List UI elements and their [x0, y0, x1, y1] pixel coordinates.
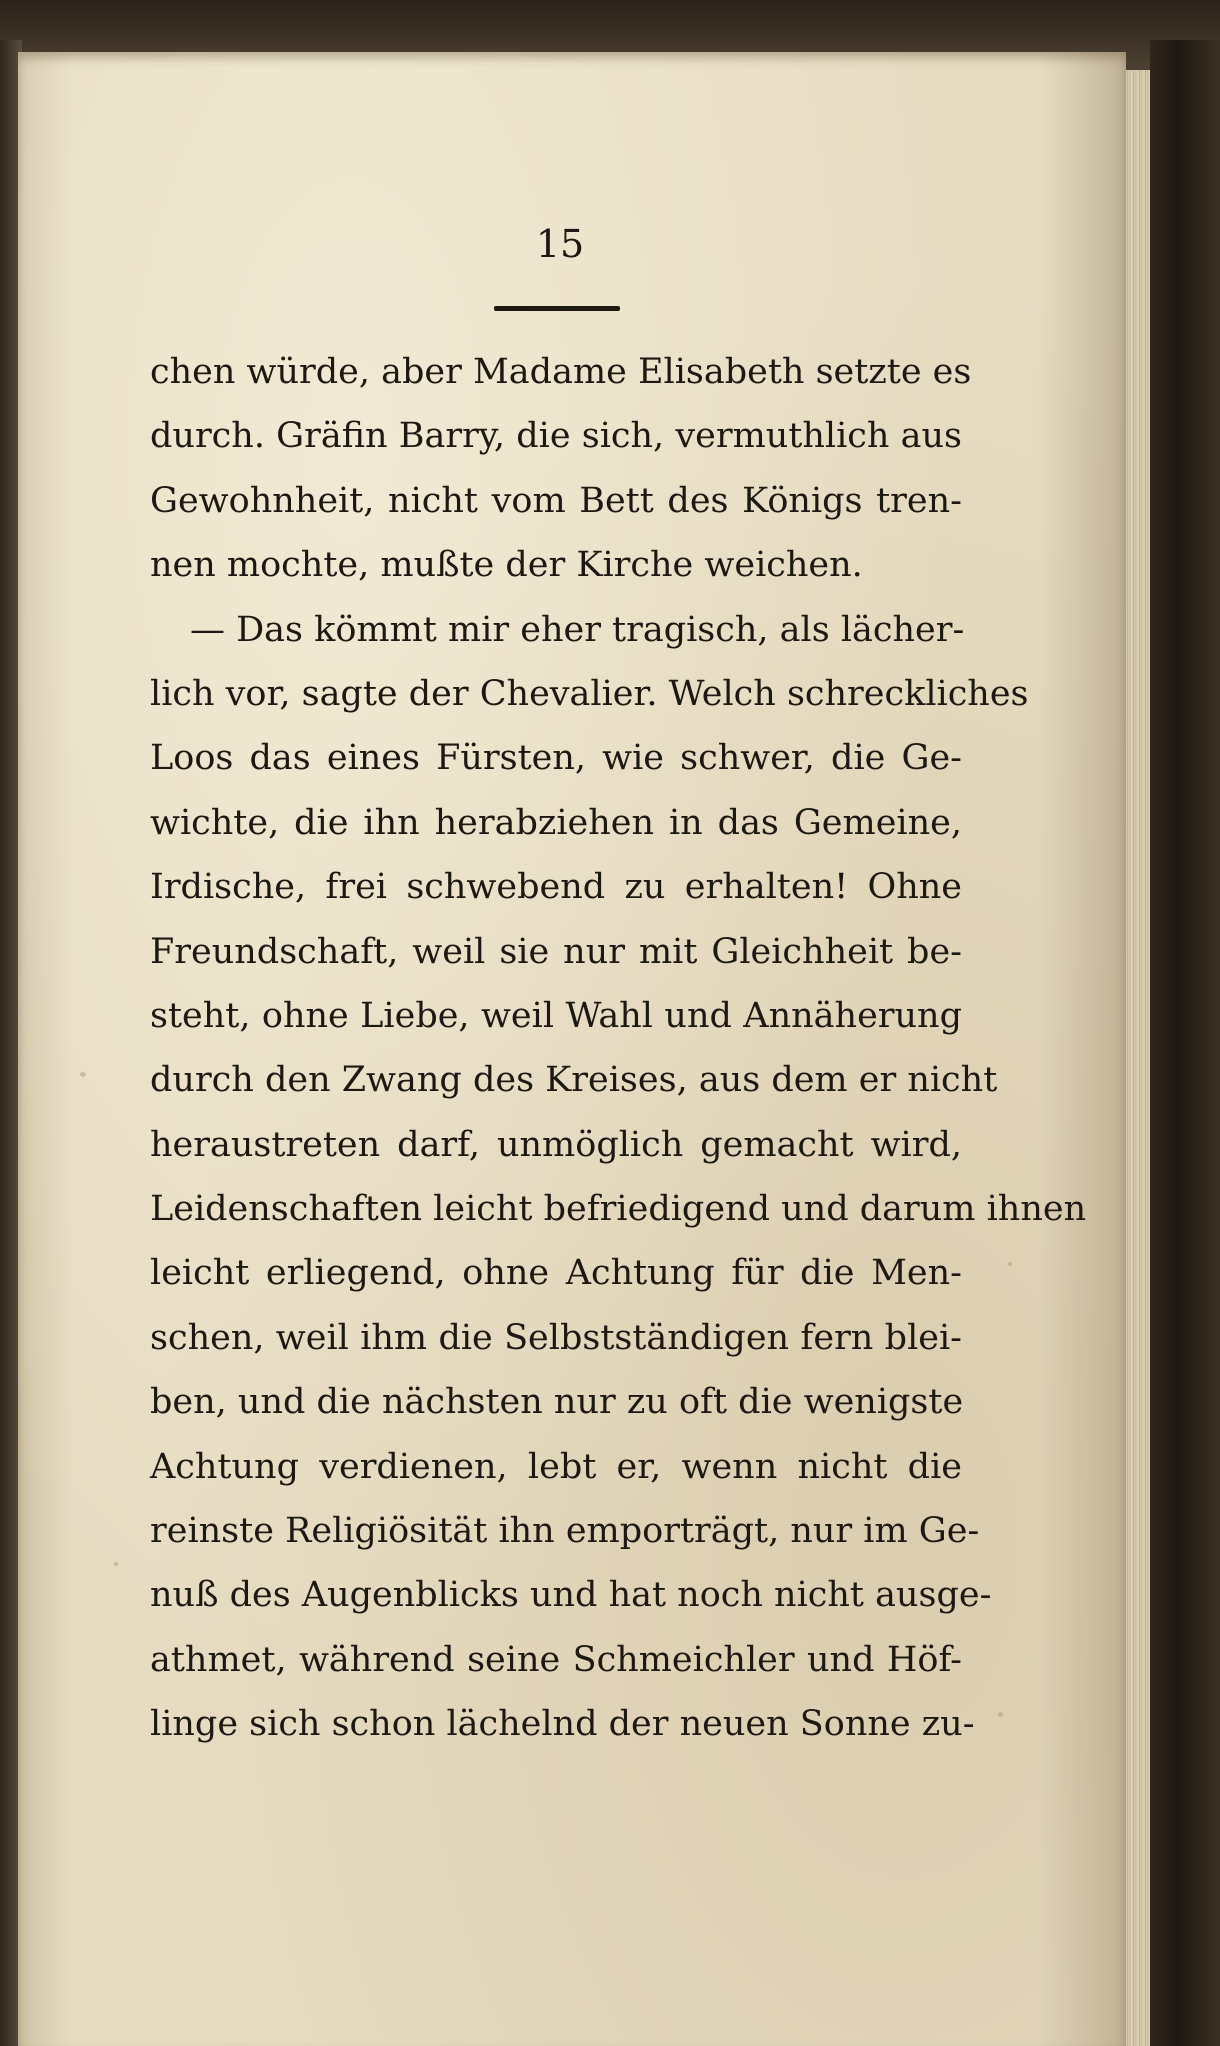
foxing-spot	[998, 1712, 1003, 1717]
text-line: chen würde, aber Madame Elisabeth setzte es	[150, 352, 972, 392]
text-line: Gewohnheit, nicht vom Bett des Königs tren-	[150, 480, 962, 521]
text-line: durch den Zwang des Kreises, aus dem er nicht	[150, 1060, 998, 1101]
text-line: wichte, die ihn herabziehen in das Gemeine,	[150, 802, 962, 843]
text-line: lich vor, sagte der Chevalier. Welch schreckliches	[150, 673, 1029, 714]
foxing-spot	[1008, 1262, 1012, 1266]
text-line: Achtung verdienen, lebt er, wenn nicht die	[150, 1446, 962, 1487]
header-rule	[494, 306, 620, 311]
text-line: — Das kömmt mir eher tragisch, als lächer-	[190, 609, 965, 650]
text-line: Loos das eines Fürsten, wie schwer, die Ge-	[150, 738, 962, 779]
text-line: reinste Religiösität ihn emporträgt, nur im Ge-	[150, 1511, 980, 1552]
text-line: linge sich schon lächelnd der neuen Sonne zu-	[150, 1704, 975, 1745]
text-line: nen mochte, mußte der Kirche weichen.	[150, 545, 863, 586]
foxing-spot	[80, 1072, 86, 1077]
body-text	[150, 340, 1087, 1757]
text-line: heraustreten darf, unmöglich gemacht wird,	[150, 1124, 962, 1165]
text-line: Freundschaft, weil sie nur mit Gleichheit be-	[150, 931, 962, 972]
text-line: durch. Gräfin Barry, die sich, vermuthlich aus	[150, 416, 962, 457]
text-line: athmet, während seine Schmeichler und Höf-	[150, 1639, 962, 1680]
text-line: ben, und die nächsten nur zu oft die wenigste	[150, 1382, 964, 1423]
text-line: Leidenschaften leicht befriedigend und darum ihnen	[150, 1189, 1087, 1230]
foxing-spot	[114, 1562, 118, 1566]
text-line: steht, ohne Liebe, weil Wahl und Annäherung	[150, 995, 962, 1036]
book-binding-edge	[1150, 40, 1220, 2046]
text-line: leicht erliegend, ohne Achtung für die Men-	[150, 1253, 962, 1294]
text-line: Irdische, frei schwebend zu erhalten! Ohne	[150, 867, 962, 908]
page-number: 15	[535, 222, 585, 266]
text-line: schen, weil ihm die Selbstständigen fern blei-	[150, 1317, 962, 1358]
text-line: nuß des Augenblicks und hat noch nicht ausge-	[150, 1575, 992, 1616]
